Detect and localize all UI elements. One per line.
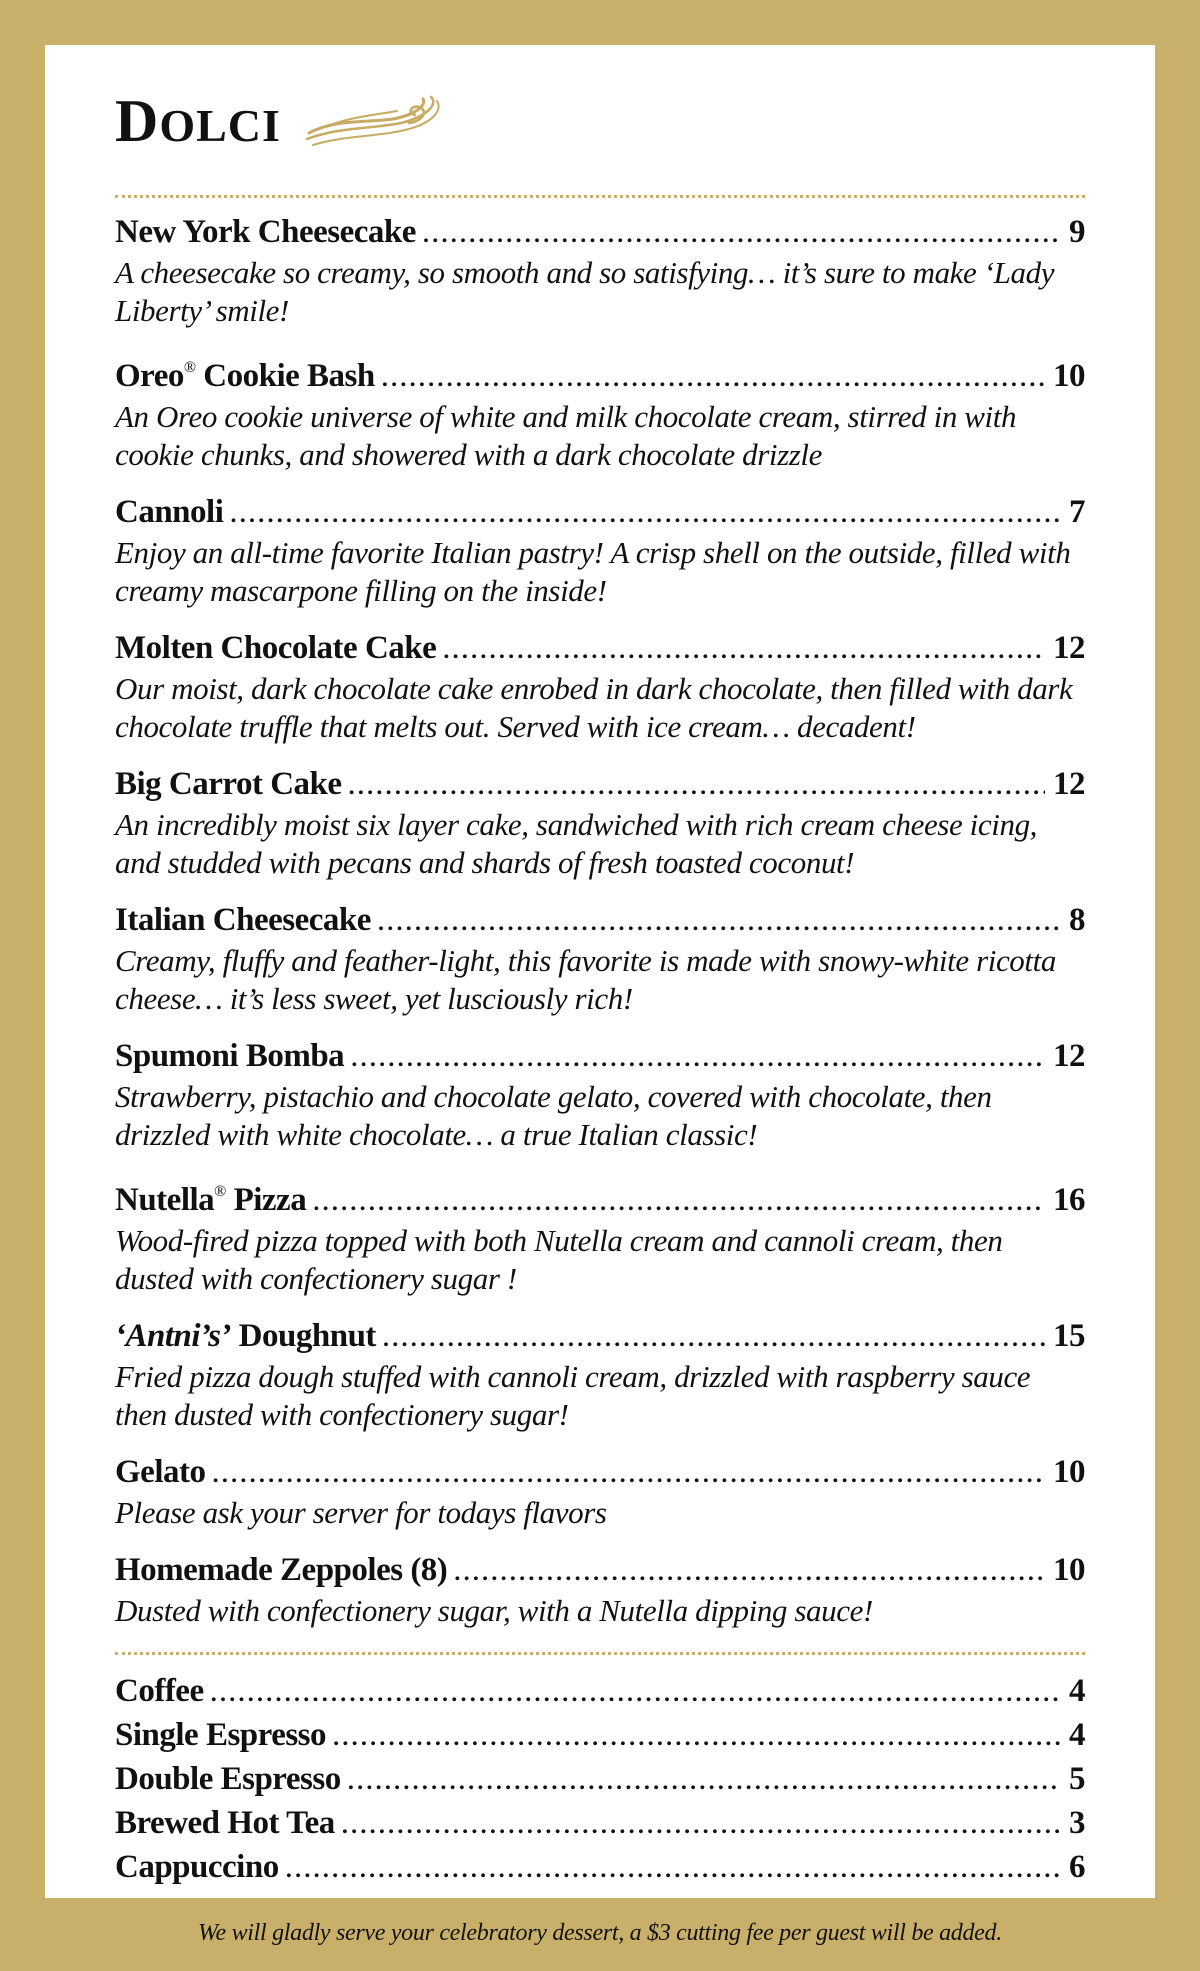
drink-item bbox=[115, 1801, 1085, 1845]
menu-item bbox=[115, 348, 1085, 474]
menu-item bbox=[115, 1316, 1085, 1434]
dot-leader bbox=[453, 1550, 1045, 1590]
menu-item-price: 10 bbox=[1053, 358, 1085, 394]
menu-item-name bbox=[115, 348, 375, 396]
dot-leader bbox=[210, 1669, 1061, 1713]
menu-item-name-text: Nutella bbox=[115, 1182, 215, 1218]
dot-leader bbox=[312, 1180, 1045, 1220]
menu-item-header bbox=[115, 764, 1085, 804]
menu-title-rest: OLCI bbox=[159, 100, 281, 151]
menu-item bbox=[115, 1172, 1085, 1298]
drink-item bbox=[115, 1713, 1085, 1757]
menu-item-description: An incredibly moist six layer cake, sandwiched with rich cream cheese icing, and studded with pecans and shards of fresh toasted coconut! bbox=[115, 807, 1038, 880]
menu-item-description: Strawberry, pistachio and chocolate gelato, covered with chocolate, then drizzled with white chocolate… a true Italian classic! bbox=[115, 1079, 992, 1152]
menu-item bbox=[115, 764, 1085, 882]
dot-leader bbox=[348, 764, 1045, 804]
drink-item bbox=[115, 1669, 1085, 1713]
menu-item-name: Molten Chocolate Cake bbox=[115, 630, 437, 666]
menu-item-price: 9 bbox=[1069, 214, 1085, 250]
menu-item-name-text: Oreo bbox=[115, 358, 184, 394]
menu-item-header bbox=[115, 1550, 1085, 1590]
dot-leader bbox=[341, 1801, 1061, 1845]
menu-item-header bbox=[115, 348, 1085, 396]
divider-footer bbox=[115, 1903, 1085, 1906]
menu-item-price: 12 bbox=[1053, 766, 1085, 802]
menu-header bbox=[115, 81, 1085, 161]
drink-item bbox=[115, 1757, 1085, 1801]
menu-item-price: 12 bbox=[1053, 1038, 1085, 1074]
menu-item bbox=[115, 1036, 1085, 1154]
menu-title-initial: D bbox=[115, 88, 160, 154]
drink-price: 4 bbox=[1069, 1717, 1085, 1753]
drink-price: 4 bbox=[1069, 1673, 1085, 1709]
menu-item-header bbox=[115, 492, 1085, 532]
menu-content bbox=[115, 81, 1085, 1971]
dot-leader bbox=[442, 628, 1045, 668]
menu-item-description: Wood-fired pizza topped with both Nutella cream and cannoli cream, then dusted with confectionery sugar ! bbox=[115, 1223, 1003, 1296]
menu-item-description: An Oreo cookie universe of white and milk chocolate cream, stirred in with cookie chunks, and showered with a dark chocolate drizzle bbox=[115, 399, 1017, 472]
dot-leader bbox=[211, 1452, 1045, 1492]
drink-price: 5 bbox=[1069, 1761, 1085, 1797]
menu-item-description: Creamy, fluffy and feather-light, this favorite is made with snowy-white ricotta cheese… it’s less sweet, yet lusciously rich! bbox=[115, 943, 1056, 1016]
menu-item-description: A cheesecake so creamy, so smooth and so satisfying… it’s sure to make ‘Lady Liberty’ smile! bbox=[115, 255, 1055, 328]
dot-leader bbox=[382, 1316, 1045, 1356]
drink-price: 3 bbox=[1069, 1805, 1085, 1841]
dot-leader bbox=[422, 212, 1061, 252]
menu-item-description: Please ask your server for todays flavors bbox=[115, 1495, 607, 1530]
menu-item-name: New York Cheesecake bbox=[115, 214, 416, 250]
dot-leader bbox=[229, 492, 1061, 532]
menu-item bbox=[115, 212, 1085, 330]
drink-name: Coffee bbox=[115, 1673, 204, 1709]
menu-item-header bbox=[115, 628, 1085, 668]
drink-name: Single Espresso bbox=[115, 1717, 327, 1753]
registered-mark: ® bbox=[214, 1183, 226, 1200]
dot-leader bbox=[332, 1713, 1061, 1757]
dessert-list bbox=[115, 212, 1085, 1630]
menu-item-price: 7 bbox=[1069, 494, 1085, 530]
dot-leader bbox=[285, 1845, 1061, 1889]
menu-item-name-suffix: Doughnut bbox=[230, 1318, 376, 1354]
menu-item-header bbox=[115, 900, 1085, 940]
menu-item-description: Dusted with confectionery sugar, with a Nutella dipping sauce! bbox=[115, 1593, 873, 1628]
menu-item-price: 12 bbox=[1053, 630, 1085, 666]
drink-item bbox=[115, 1845, 1085, 1889]
menu-item-name-suffix: Cookie Bash bbox=[195, 358, 375, 394]
menu-item-description: Fried pizza dough stuffed with cannoli cream, drizzled with raspberry sauce then dusted with confectionery sugar! bbox=[115, 1359, 1031, 1432]
menu-item bbox=[115, 900, 1085, 1018]
menu-item-description: Enjoy an all-time favorite Italian pastry! A crisp shell on the outside, filled with creamy mascarpone filling on the inside! bbox=[115, 535, 1071, 608]
dot-leader bbox=[347, 1757, 1061, 1801]
menu-item-description: Our moist, dark chocolate cake enrobed in dark chocolate, then filled with dark chocolate truffle that melts out. Served with ice cream… decadent! bbox=[115, 671, 1073, 744]
drink-name: Brewed Hot Tea bbox=[115, 1805, 335, 1841]
menu-item-name-suffix: Pizza bbox=[225, 1182, 307, 1218]
menu-item-header bbox=[115, 1036, 1085, 1076]
registered-mark: ® bbox=[183, 359, 196, 376]
dot-leader bbox=[350, 1036, 1045, 1076]
menu-item-price: 16 bbox=[1053, 1182, 1085, 1218]
swirl-flourish-icon bbox=[305, 93, 445, 154]
menu-item bbox=[115, 628, 1085, 746]
menu-item bbox=[115, 492, 1085, 610]
menu-item-name bbox=[115, 1172, 306, 1220]
menu-item-price: 8 bbox=[1069, 902, 1085, 938]
menu-item-price: 10 bbox=[1053, 1454, 1085, 1490]
menu-card bbox=[45, 45, 1155, 1946]
menu-item-header bbox=[115, 1172, 1085, 1220]
divider-top bbox=[115, 195, 1085, 198]
menu-item-price: 10 bbox=[1053, 1552, 1085, 1588]
dot-leader bbox=[377, 900, 1061, 940]
menu-item-name: Big Carrot Cake bbox=[115, 766, 342, 802]
menu-item-price: 15 bbox=[1053, 1318, 1085, 1354]
menu-title bbox=[115, 88, 281, 154]
menu-item-name bbox=[115, 1316, 376, 1356]
drinks-list bbox=[115, 1669, 1085, 1889]
menu-item bbox=[115, 1452, 1085, 1532]
footer-note: We will gladly serve your celebratory dessert, a $3 cutting fee per guest will be added. bbox=[198, 1920, 1002, 1946]
menu-item-header bbox=[115, 1316, 1085, 1356]
dot-leader bbox=[381, 356, 1045, 396]
drink-name: Double Espresso bbox=[115, 1761, 341, 1797]
drink-price: 6 bbox=[1069, 1849, 1085, 1885]
menu-item-name: Homemade Zeppoles (8) bbox=[115, 1552, 448, 1588]
menu-item-header bbox=[115, 1452, 1085, 1492]
menu-item-name: Italian Cheesecake bbox=[115, 902, 371, 938]
menu-item-name-italic: ‘Antni’s’ bbox=[115, 1318, 231, 1354]
divider-drinks bbox=[115, 1652, 1085, 1655]
drink-name: Cappuccino bbox=[115, 1849, 279, 1885]
menu-item-name: Spumoni Bomba bbox=[115, 1038, 345, 1074]
menu-item bbox=[115, 1550, 1085, 1630]
menu-item-header bbox=[115, 212, 1085, 252]
menu-item-name: Cannoli bbox=[115, 494, 224, 530]
menu-item-name: Gelato bbox=[115, 1454, 206, 1490]
